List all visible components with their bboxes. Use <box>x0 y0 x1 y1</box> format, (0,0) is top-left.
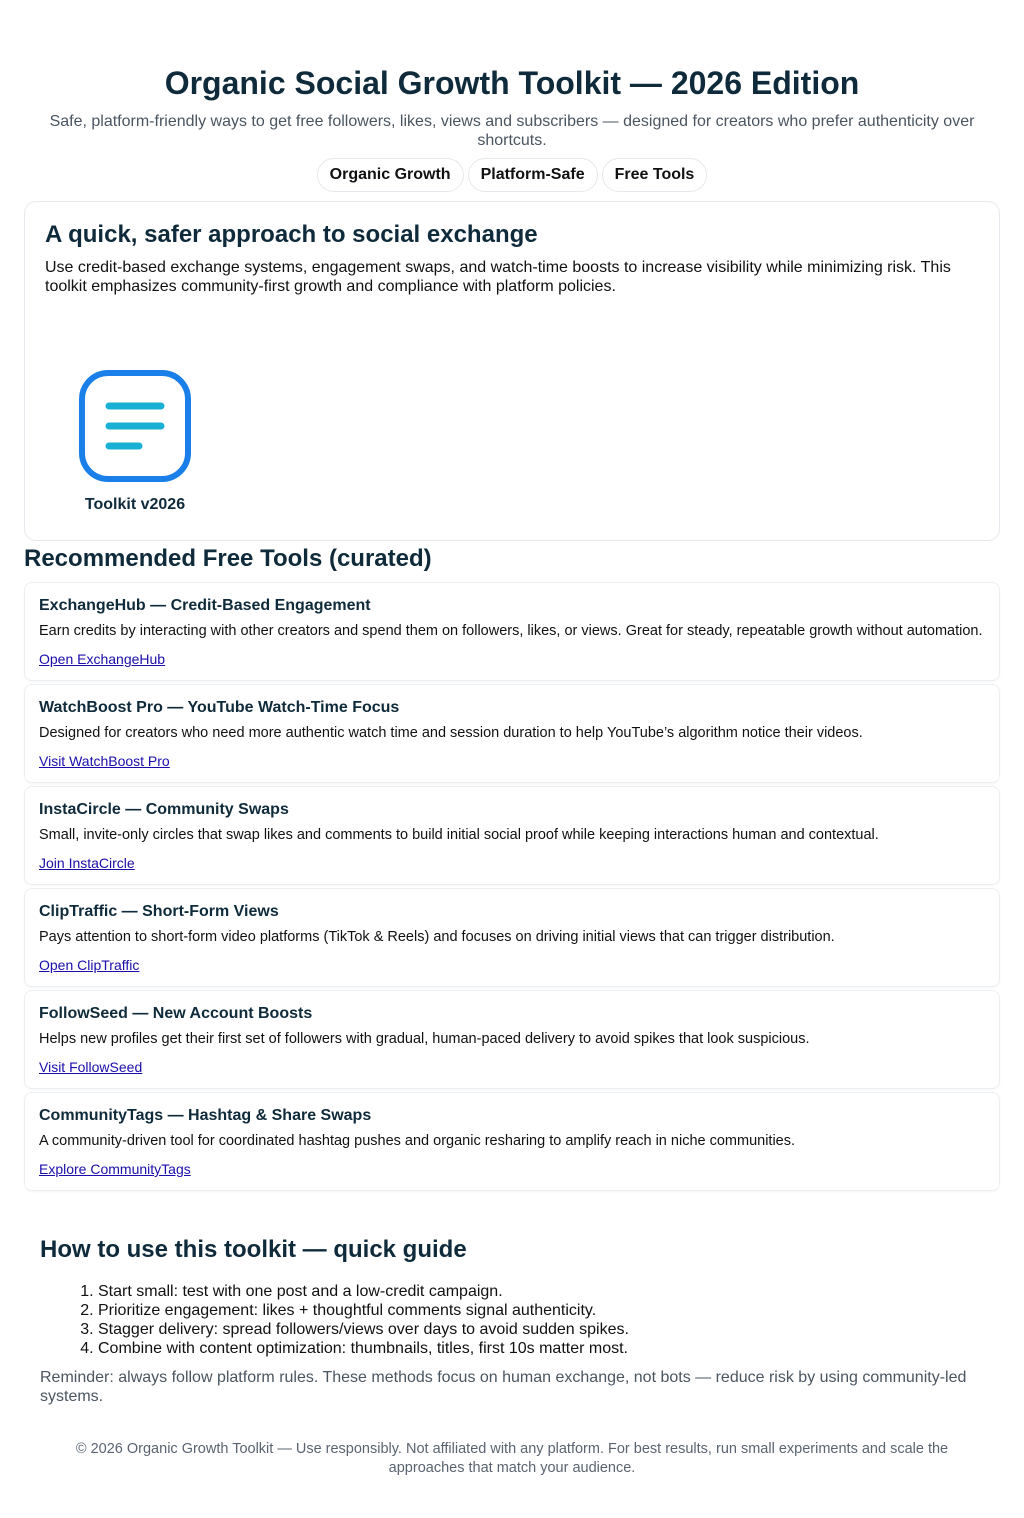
tool-description: Designed for creators who need more authentic watch time and session duration to help YouTube’s algorithm notice their videos. <box>39 725 863 741</box>
explore-communitytags-link[interactable]: Explore CommunityTags <box>39 1161 191 1177</box>
tools-section-title: Recommended Free Tools (curated) <box>24 545 432 572</box>
tool-card-communitytags <box>24 1092 1000 1191</box>
page-subtitle: Safe, platform-friendly ways to get free followers, likes, views and subscribers — designed for creators who prefer authenticity over shortcuts. <box>49 113 975 149</box>
open-cliptraffic-link[interactable]: Open ClipTraffic <box>39 957 140 973</box>
tool-card-watchboost <box>24 684 1000 783</box>
tool-card-exchangehub <box>24 582 1000 681</box>
tool-description: Pays attention to short-form video platforms (TikTok & Reels) and focuses on driving initial views that can trigger distribution. <box>39 929 835 945</box>
tools-list <box>24 582 1000 1194</box>
tool-card-instacircle <box>24 786 1000 885</box>
guide-step: 2. Prioritize engagement: likes + thoughtful comments signal authenticity. <box>98 1301 984 1320</box>
tool-name: WatchBoost Pro — YouTube Watch-Time Focus <box>39 699 400 716</box>
tool-name: FollowSeed — New Account Boosts <box>39 1005 313 1022</box>
intro-title: A quick, safer approach to social exchange <box>45 221 538 248</box>
quick-guide <box>40 1236 984 1406</box>
open-exchangehub-link[interactable]: Open ExchangeHub <box>39 651 166 667</box>
pill-organic-growth: Organic Growth <box>317 158 464 192</box>
guide-step: 1. Start small: test with one post and a low-credit campaign. <box>98 1282 984 1301</box>
tool-description: Earn credits by interacting with other creators and spend them on followers, likes, or views. Great for steady, repeatable growth without automation. <box>39 623 983 639</box>
pill-free-tools: Free Tools <box>602 158 708 192</box>
page-title: Organic Social Growth Toolkit — 2026 Edition <box>164 65 860 101</box>
page-header <box>24 64 1000 192</box>
tool-name: ClipTraffic — Short-Form Views <box>39 903 279 920</box>
guide-steps <box>40 1282 984 1358</box>
visit-followseed-link[interactable]: Visit FollowSeed <box>39 1059 143 1075</box>
document-lines-icon <box>79 370 191 482</box>
tool-card-cliptraffic <box>24 888 1000 987</box>
guide-step: 3. Stagger delivery: spread followers/views over days to avoid sudden spikes. <box>98 1320 984 1339</box>
guide-step: 4. Combine with content optimization: thumbnails, titles, first 10s matter most. <box>98 1339 984 1358</box>
tool-description: Helps new profiles get their first set of followers with gradual, human-paced delivery to avoid spikes that look suspicious. <box>39 1031 810 1047</box>
toolkit-logo <box>79 370 191 514</box>
logo-label: Toolkit v2026 <box>84 496 186 513</box>
tool-description: A community-driven tool for coordinated hashtag pushes and organic resharing to amplify reach in niche communities. <box>39 1133 796 1149</box>
intro-card <box>24 201 1000 541</box>
tool-description: Small, invite-only circles that swap likes and comments to build initial social proof while keeping interactions human and contextual. <box>39 827 879 843</box>
tool-name: ExchangeHub — Credit-Based Engagement <box>39 597 371 614</box>
tool-name: CommunityTags — Hashtag & Share Swaps <box>39 1107 372 1124</box>
guide-reminder: Reminder: always follow platform rules. These methods focus on human exchange, not bots — reduce risk by using community-led systems. <box>40 1369 967 1405</box>
footer-text: © 2026 Organic Growth Toolkit — Use responsibly. Not affiliated with any platform. For best results, run small experiments and scale the approaches that match your audience. <box>75 1441 949 1476</box>
guide-title: How to use this toolkit — quick guide <box>40 1236 467 1263</box>
tag-pills <box>24 158 1000 192</box>
pill-platform-safe: Platform-Safe <box>468 158 598 192</box>
intro-description: Use credit-based exchange systems, engagement swaps, and watch-time boosts to increase visibility while minimizing risk. This toolkit emphasizes community-first growth and compliance with platform policies. <box>45 259 951 295</box>
page-footer <box>40 1440 984 1478</box>
visit-watchboost-link[interactable]: Visit WatchBoost Pro <box>39 753 170 769</box>
join-instacircle-link[interactable]: Join InstaCircle <box>39 855 135 871</box>
tool-name: InstaCircle — Community Swaps <box>39 801 289 818</box>
tool-card-followseed <box>24 990 1000 1089</box>
